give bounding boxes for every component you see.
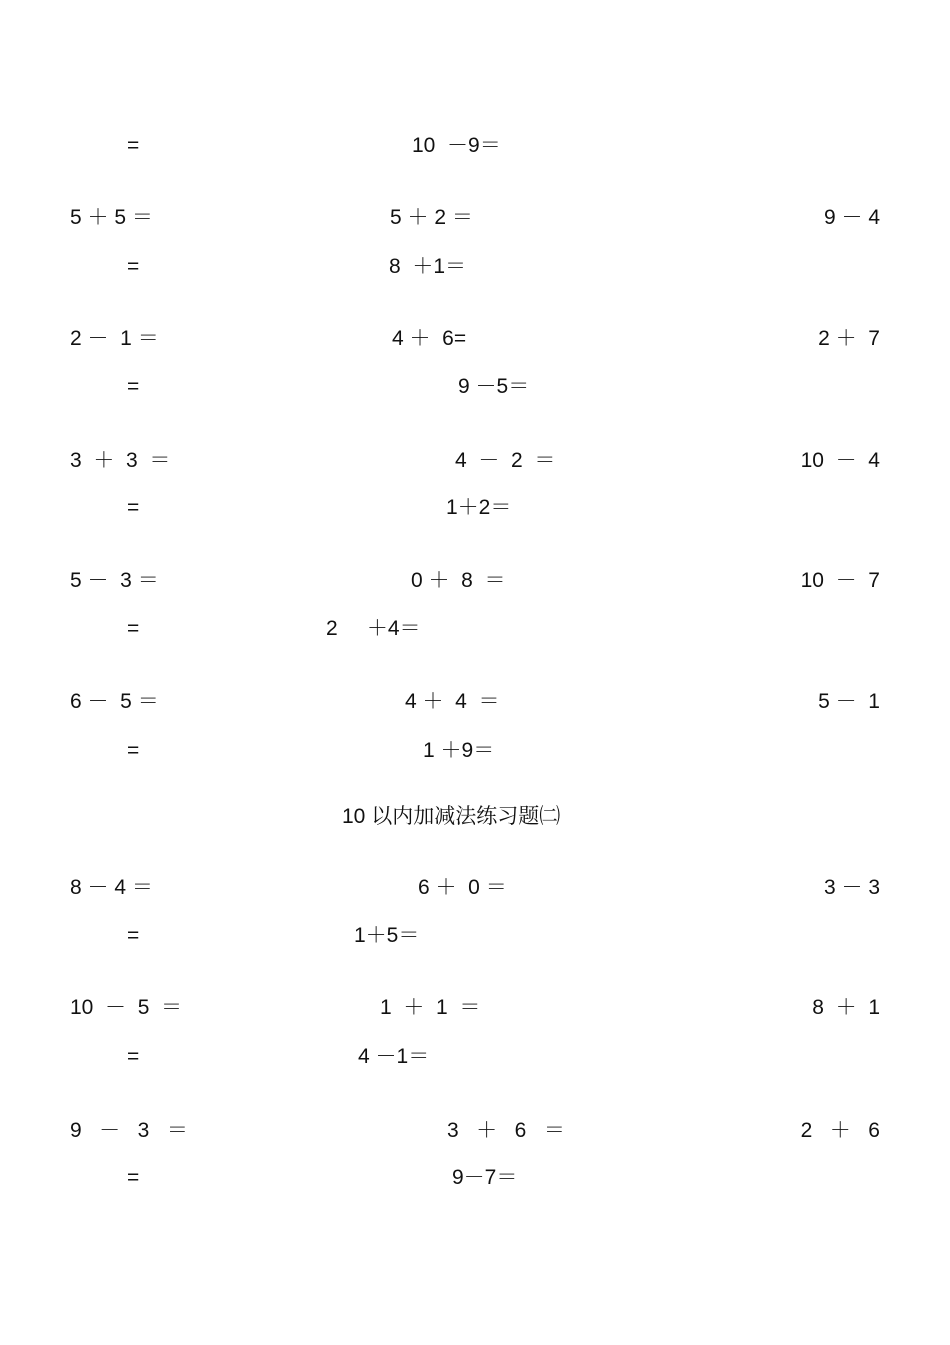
math-problem: 5 － 3 ＝	[70, 569, 159, 592]
math-problem: 2 ＋ 7	[818, 327, 880, 350]
math-problem: 0 ＋ 8 ＝	[411, 569, 506, 592]
math-problem: 1＋5＝	[354, 924, 420, 947]
equals-sign: =	[127, 1045, 140, 1068]
math-problem: 4 － 2 ＝	[455, 449, 556, 472]
math-problem: 5 － 1	[818, 690, 880, 713]
equals-sign: =	[127, 255, 140, 278]
math-problem: 6 － 5 ＝	[70, 690, 159, 713]
equals-sign: =	[127, 739, 140, 762]
math-problem: 1 ＋9＝	[423, 739, 495, 762]
equals-sign: =	[127, 1166, 140, 1189]
equals-sign: =	[127, 496, 140, 519]
math-problem: 9 －5＝	[458, 375, 530, 398]
math-problem: 3 ＋ 6 ＝	[447, 1119, 565, 1142]
math-problem: 10 － 7	[800, 569, 880, 592]
equals-sign: =	[127, 375, 140, 398]
math-problem: 9 － 4	[823, 206, 880, 229]
math-problem: 6 ＋ 0 ＝	[418, 876, 507, 899]
math-problem: 8 ＋ 1	[812, 996, 880, 1019]
math-problem: 10 － 4	[800, 449, 880, 472]
math-problem: 4 －1＝	[358, 1045, 430, 1068]
math-problem: 8 － 4 ＝	[70, 876, 153, 899]
math-problem: 9 － 3 ＝	[70, 1119, 188, 1142]
math-problem: 1＋2＝	[446, 496, 512, 519]
math-problem: 4 ＋ 4 ＝	[405, 690, 500, 713]
math-problem: 3 － 3	[823, 876, 880, 899]
math-problem: 3 ＋ 3 ＝	[70, 449, 171, 472]
math-problem: 2 － 1 ＝	[70, 327, 159, 350]
section-heading: 10 以内加减法练习题㈡	[342, 805, 561, 828]
math-problem: 2 ＋4＝	[326, 617, 421, 640]
equals-sign: =	[127, 924, 140, 947]
math-problem: 8 ＋1＝	[389, 255, 467, 278]
equals-sign: =	[127, 134, 140, 157]
math-problem: 10 －9＝	[412, 134, 501, 157]
math-problem: 1 ＋ 1 ＝	[380, 996, 481, 1019]
math-problem: 5 ＋ 2 ＝	[390, 206, 473, 229]
equals-sign: =	[127, 617, 140, 640]
math-problem: 9－7＝	[452, 1166, 518, 1189]
math-problem: 2 ＋ 6	[800, 1119, 880, 1142]
math-problem: 4 ＋ 6=	[392, 327, 467, 350]
math-problem: 10 － 5 ＝	[70, 996, 183, 1019]
math-problem: 5 ＋ 5 ＝	[70, 206, 153, 229]
